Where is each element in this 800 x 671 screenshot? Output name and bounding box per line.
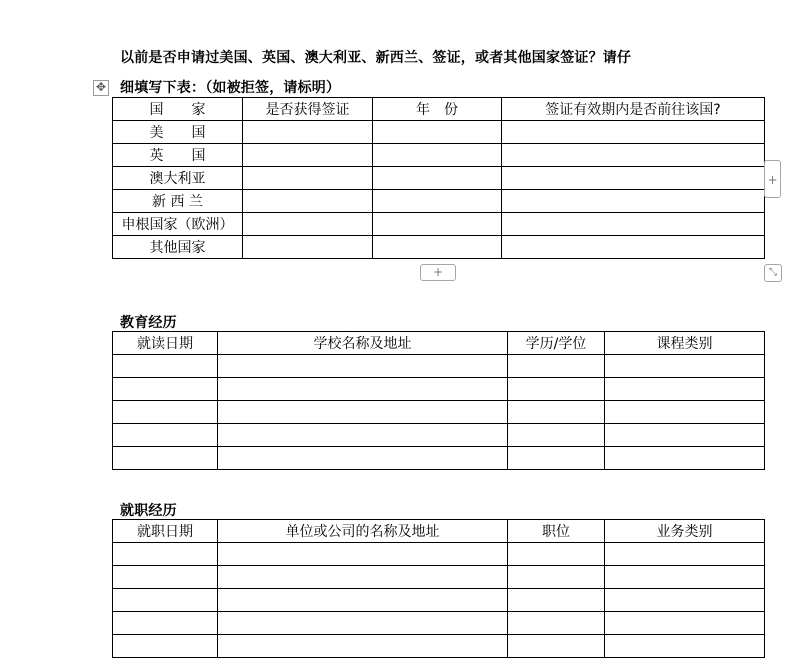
table-row	[113, 213, 765, 236]
table-cell[interactable]	[243, 236, 373, 259]
table-cell[interactable]	[605, 589, 765, 612]
table-cell[interactable]	[113, 566, 218, 589]
intro-question-line2: 细填写下表：（如被拒签，请标明）	[120, 80, 341, 96]
table-header-row	[113, 520, 765, 543]
country-label: 新 西 兰	[113, 190, 243, 213]
header-visited-during-validity: 签证有效期内是否前往该国?	[502, 98, 765, 121]
table-row	[113, 167, 765, 190]
table-cell[interactable]	[502, 190, 765, 213]
add-row-button[interactable]: +	[420, 264, 456, 281]
table-cell[interactable]	[218, 612, 508, 635]
table-cell[interactable]	[243, 190, 373, 213]
table-cell[interactable]	[502, 121, 765, 144]
table-cell[interactable]	[605, 378, 765, 401]
table-cell[interactable]	[373, 236, 502, 259]
table-cell[interactable]	[243, 144, 373, 167]
table-cell[interactable]	[113, 635, 218, 658]
table-cell[interactable]	[502, 213, 765, 236]
table-cell[interactable]	[508, 378, 605, 401]
table-cell[interactable]	[508, 401, 605, 424]
table-move-handle-icon[interactable]: ✥	[93, 80, 109, 96]
header-country: 国 家	[113, 98, 243, 121]
table-row	[113, 355, 765, 378]
table-cell[interactable]	[508, 424, 605, 447]
table-cell[interactable]	[218, 566, 508, 589]
table-cell[interactable]	[605, 566, 765, 589]
header-course-type: 课程类别	[605, 332, 765, 355]
table-cell[interactable]	[218, 424, 508, 447]
table-cell[interactable]	[243, 167, 373, 190]
header-school-name-address: 学校名称及地址	[218, 332, 508, 355]
table-row	[113, 144, 765, 167]
table-cell[interactable]	[373, 213, 502, 236]
header-study-dates: 就读日期	[113, 332, 218, 355]
table-cell[interactable]	[113, 543, 218, 566]
table-cell[interactable]	[113, 401, 218, 424]
table-cell[interactable]	[113, 612, 218, 635]
table-cell[interactable]	[605, 401, 765, 424]
table-cell[interactable]	[373, 190, 502, 213]
table-row	[113, 635, 765, 658]
table-row	[113, 190, 765, 213]
table-cell[interactable]	[508, 355, 605, 378]
table-row	[113, 543, 765, 566]
table-cell[interactable]	[508, 635, 605, 658]
table-cell[interactable]	[508, 543, 605, 566]
table-cell[interactable]	[113, 424, 218, 447]
intro-question-line1: 以前是否申请过美国、英国、澳大利亚、新西兰、签证，或者其他国家签证？请仔	[120, 50, 632, 66]
header-business-type: 业务类别	[605, 520, 765, 543]
add-column-button[interactable]: +	[764, 160, 781, 198]
table-cell[interactable]	[218, 589, 508, 612]
table-cell[interactable]	[218, 447, 508, 470]
table-cell[interactable]	[605, 424, 765, 447]
table-cell[interactable]	[218, 543, 508, 566]
country-label: 美 国	[113, 121, 243, 144]
table-row	[113, 121, 765, 144]
table-row	[113, 612, 765, 635]
table-cell[interactable]	[113, 378, 218, 401]
header-position: 职位	[508, 520, 605, 543]
education-heading: 教育经历	[120, 315, 177, 331]
table-row	[113, 424, 765, 447]
table-cell[interactable]	[508, 566, 605, 589]
header-company-name-address: 单位或公司的名称及地址	[218, 520, 508, 543]
table-row	[113, 236, 765, 259]
table-row	[113, 378, 765, 401]
header-employment-dates: 就职日期	[113, 520, 218, 543]
header-visa-granted: 是否获得签证	[243, 98, 373, 121]
visa-history-table	[112, 97, 765, 259]
table-cell[interactable]	[502, 236, 765, 259]
header-degree: 学历/学位	[508, 332, 605, 355]
table-cell[interactable]	[605, 355, 765, 378]
table-cell[interactable]	[218, 401, 508, 424]
table-cell[interactable]	[605, 612, 765, 635]
country-label: 澳大利亚	[113, 167, 243, 190]
table-cell[interactable]	[605, 543, 765, 566]
country-label: 申根国家（欧洲）	[113, 213, 243, 236]
table-resize-icon[interactable]: ⤡	[764, 264, 782, 282]
table-row	[113, 566, 765, 589]
table-cell[interactable]	[373, 121, 502, 144]
table-cell[interactable]	[605, 635, 765, 658]
table-cell[interactable]	[508, 589, 605, 612]
table-cell[interactable]	[508, 447, 605, 470]
table-header-row	[113, 332, 765, 355]
table-cell[interactable]	[113, 447, 218, 470]
table-row	[113, 589, 765, 612]
table-cell[interactable]	[218, 635, 508, 658]
table-header-row	[113, 98, 765, 121]
table-cell[interactable]	[243, 213, 373, 236]
table-cell[interactable]	[605, 447, 765, 470]
country-label: 英 国	[113, 144, 243, 167]
table-cell[interactable]	[502, 167, 765, 190]
table-cell[interactable]	[243, 121, 373, 144]
table-cell[interactable]	[373, 144, 502, 167]
table-row	[113, 447, 765, 470]
table-cell[interactable]	[218, 378, 508, 401]
country-label: 其他国家	[113, 236, 243, 259]
education-table	[112, 331, 765, 470]
table-cell[interactable]	[113, 589, 218, 612]
table-cell[interactable]	[373, 167, 502, 190]
table-cell[interactable]	[502, 144, 765, 167]
table-cell[interactable]	[113, 355, 218, 378]
table-cell[interactable]	[508, 612, 605, 635]
header-year: 年 份	[373, 98, 502, 121]
table-row	[113, 401, 765, 424]
table-cell[interactable]	[218, 355, 508, 378]
employment-heading: 就职经历	[120, 503, 177, 519]
employment-table	[112, 519, 765, 658]
